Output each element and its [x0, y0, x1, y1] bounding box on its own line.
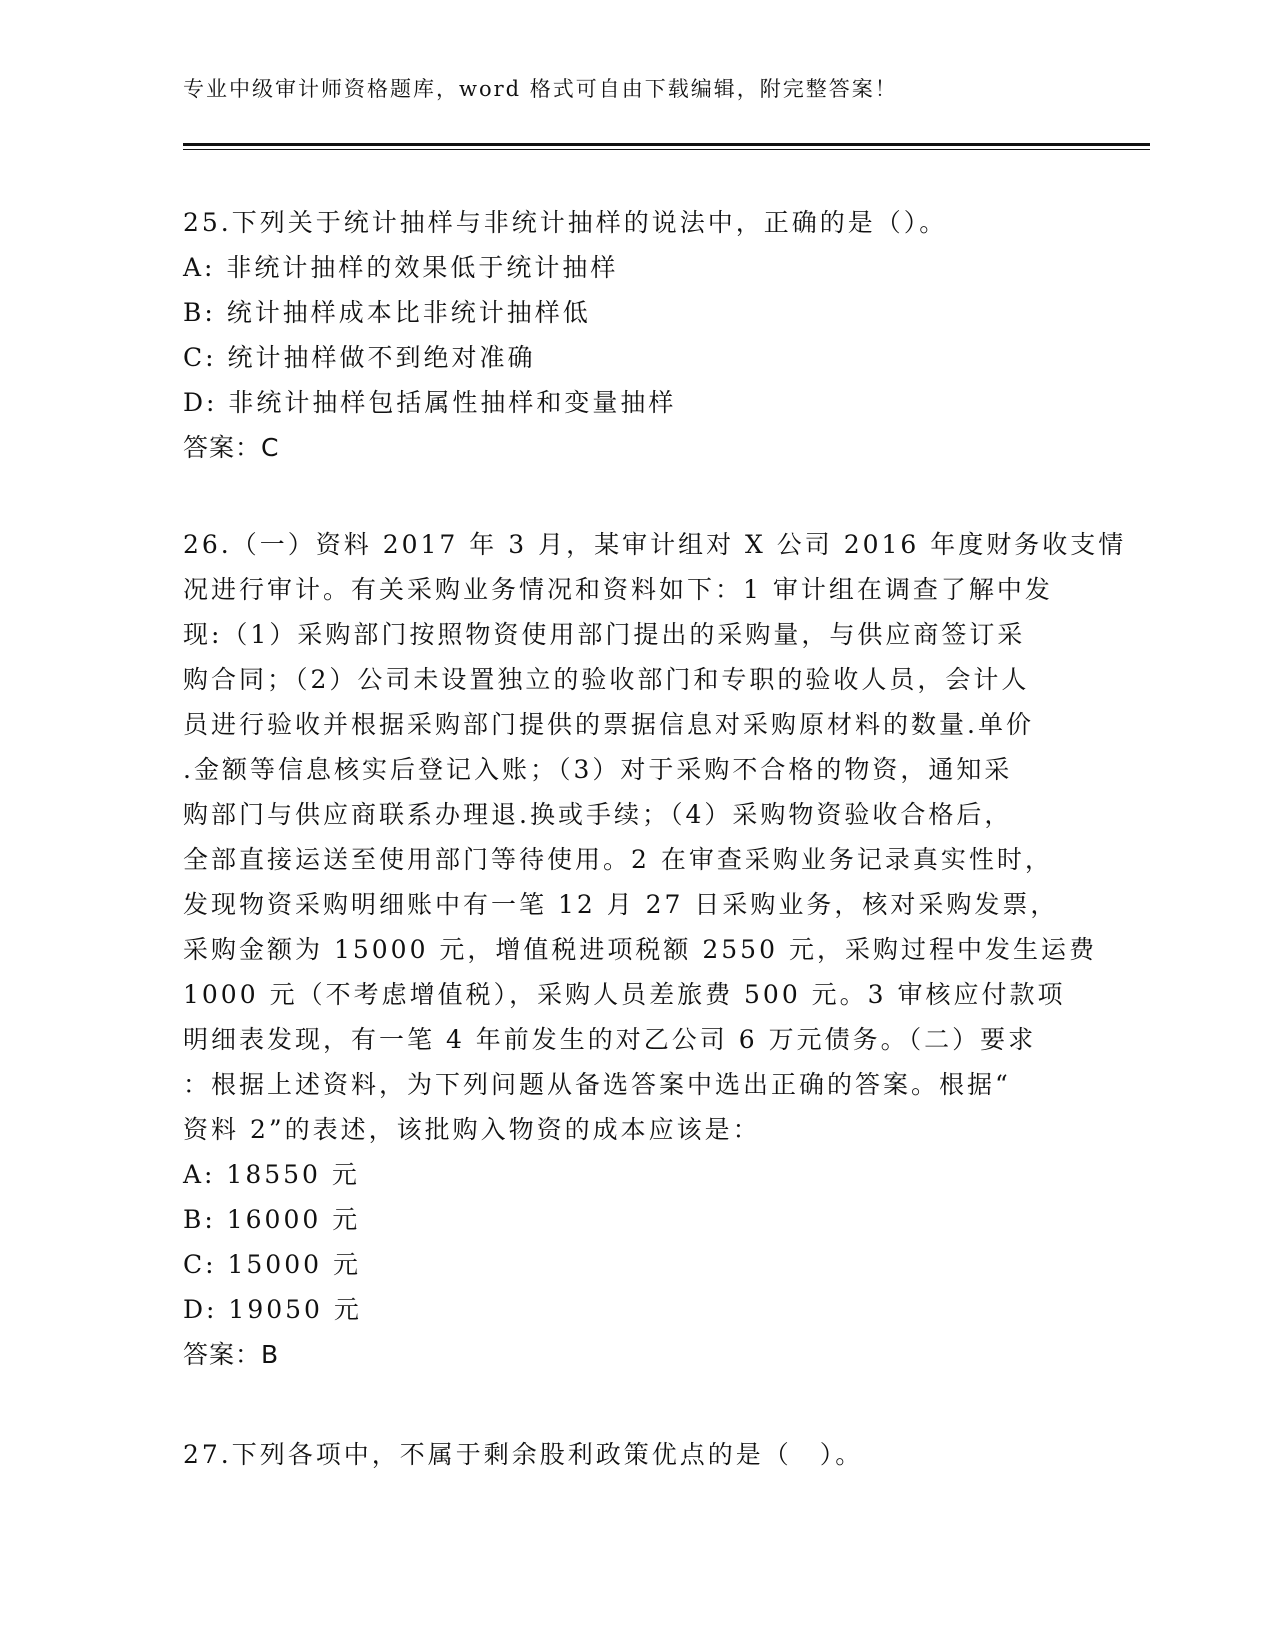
option-c: C: 15000 元 — [183, 1250, 361, 1279]
option-c: C: 统计抽样做不到绝对准确 — [183, 343, 536, 372]
stem-line: 26.（一）资料 2017 年 3 月，某审计组对 X 公司 2016 年度财务收支情 — [183, 530, 1127, 559]
stem-line: 况进行审计。有关采购业务情况和资料如下：1 审计组在调查了解中发 — [183, 575, 1053, 604]
stem-line: 员进行验收并根据采购部门提供的票据信息对采购原材料的数量.单价 — [183, 710, 1034, 739]
option-a: A: 18550 元 — [183, 1160, 360, 1189]
answer: 答案：B — [183, 1340, 280, 1369]
question-25 — [183, 200, 1083, 470]
option-b: B: 16000 元 — [183, 1205, 361, 1234]
question-stem: 27.下列各项中，不属于剩余股利政策优点的是（ ）。 — [183, 1440, 864, 1469]
option-d: D: 非统计抽样包括属性抽样和变量抽样 — [183, 388, 677, 417]
stem-line: 购合同；（2）公司未设置独立的验收部门和专职的验收人员，会计人 — [183, 665, 1030, 694]
option-b: B: 统计抽样成本比非统计抽样低 — [183, 298, 591, 327]
answer: 答案：C — [183, 433, 280, 462]
stem-line: 现:（1）采购部门按照物资使用部门提出的采购量，与供应商签订采 — [183, 620, 1026, 649]
stem-line: ：根据上述资料，为下列问题从备选答案中选出正确的答案。根据“ — [183, 1070, 1011, 1099]
question-stem — [183, 522, 1127, 1152]
stem-line: 购部门与供应商联系办理退.换或手续；（4）采购物资验收合格后， — [183, 800, 1013, 829]
stem-line: 发现物资采购明细账中有一笔 12 月 27 日采购业务，核对采购发票， — [183, 890, 1059, 919]
header-rule-thin — [183, 149, 1150, 150]
stem-line: 全部直接运送至使用部门等待使用。2 在审查采购业务记录真实性时， — [183, 845, 1053, 874]
stem-line: 采购金额为 15000 元，增值税进项税额 2550 元，采购过程中发生运费 — [183, 935, 1097, 964]
page-header: 专业中级审计师资格题库，word 格式可自由下载编辑，附完整答案！ — [183, 77, 898, 101]
stem-line: 1000 元（不考虑增值税），采购人员差旅费 500 元。3 审核应付款项 — [183, 980, 1066, 1009]
question-27 — [183, 1432, 1083, 1477]
stem-line: .金额等信息核实后登记入账；（3）对于采购不合格的物资，通知采 — [183, 755, 1013, 784]
stem-line: 明细表发现，有一笔 4 年前发生的对乙公司 6 万元债务。（二）要求 — [183, 1025, 1037, 1054]
option-d: D: 19050 元 — [183, 1295, 362, 1324]
question-26 — [183, 522, 1127, 1377]
option-a: A: 非统计抽样的效果低于统计抽样 — [183, 253, 619, 282]
stem-line: 资料 2”的表述，该批购入物资的成本应该是： — [183, 1115, 761, 1144]
header-rule-thick — [183, 143, 1150, 146]
question-stem: 25.下列关于统计抽样与非统计抽样的说法中，正确的是（）。 — [183, 208, 948, 237]
